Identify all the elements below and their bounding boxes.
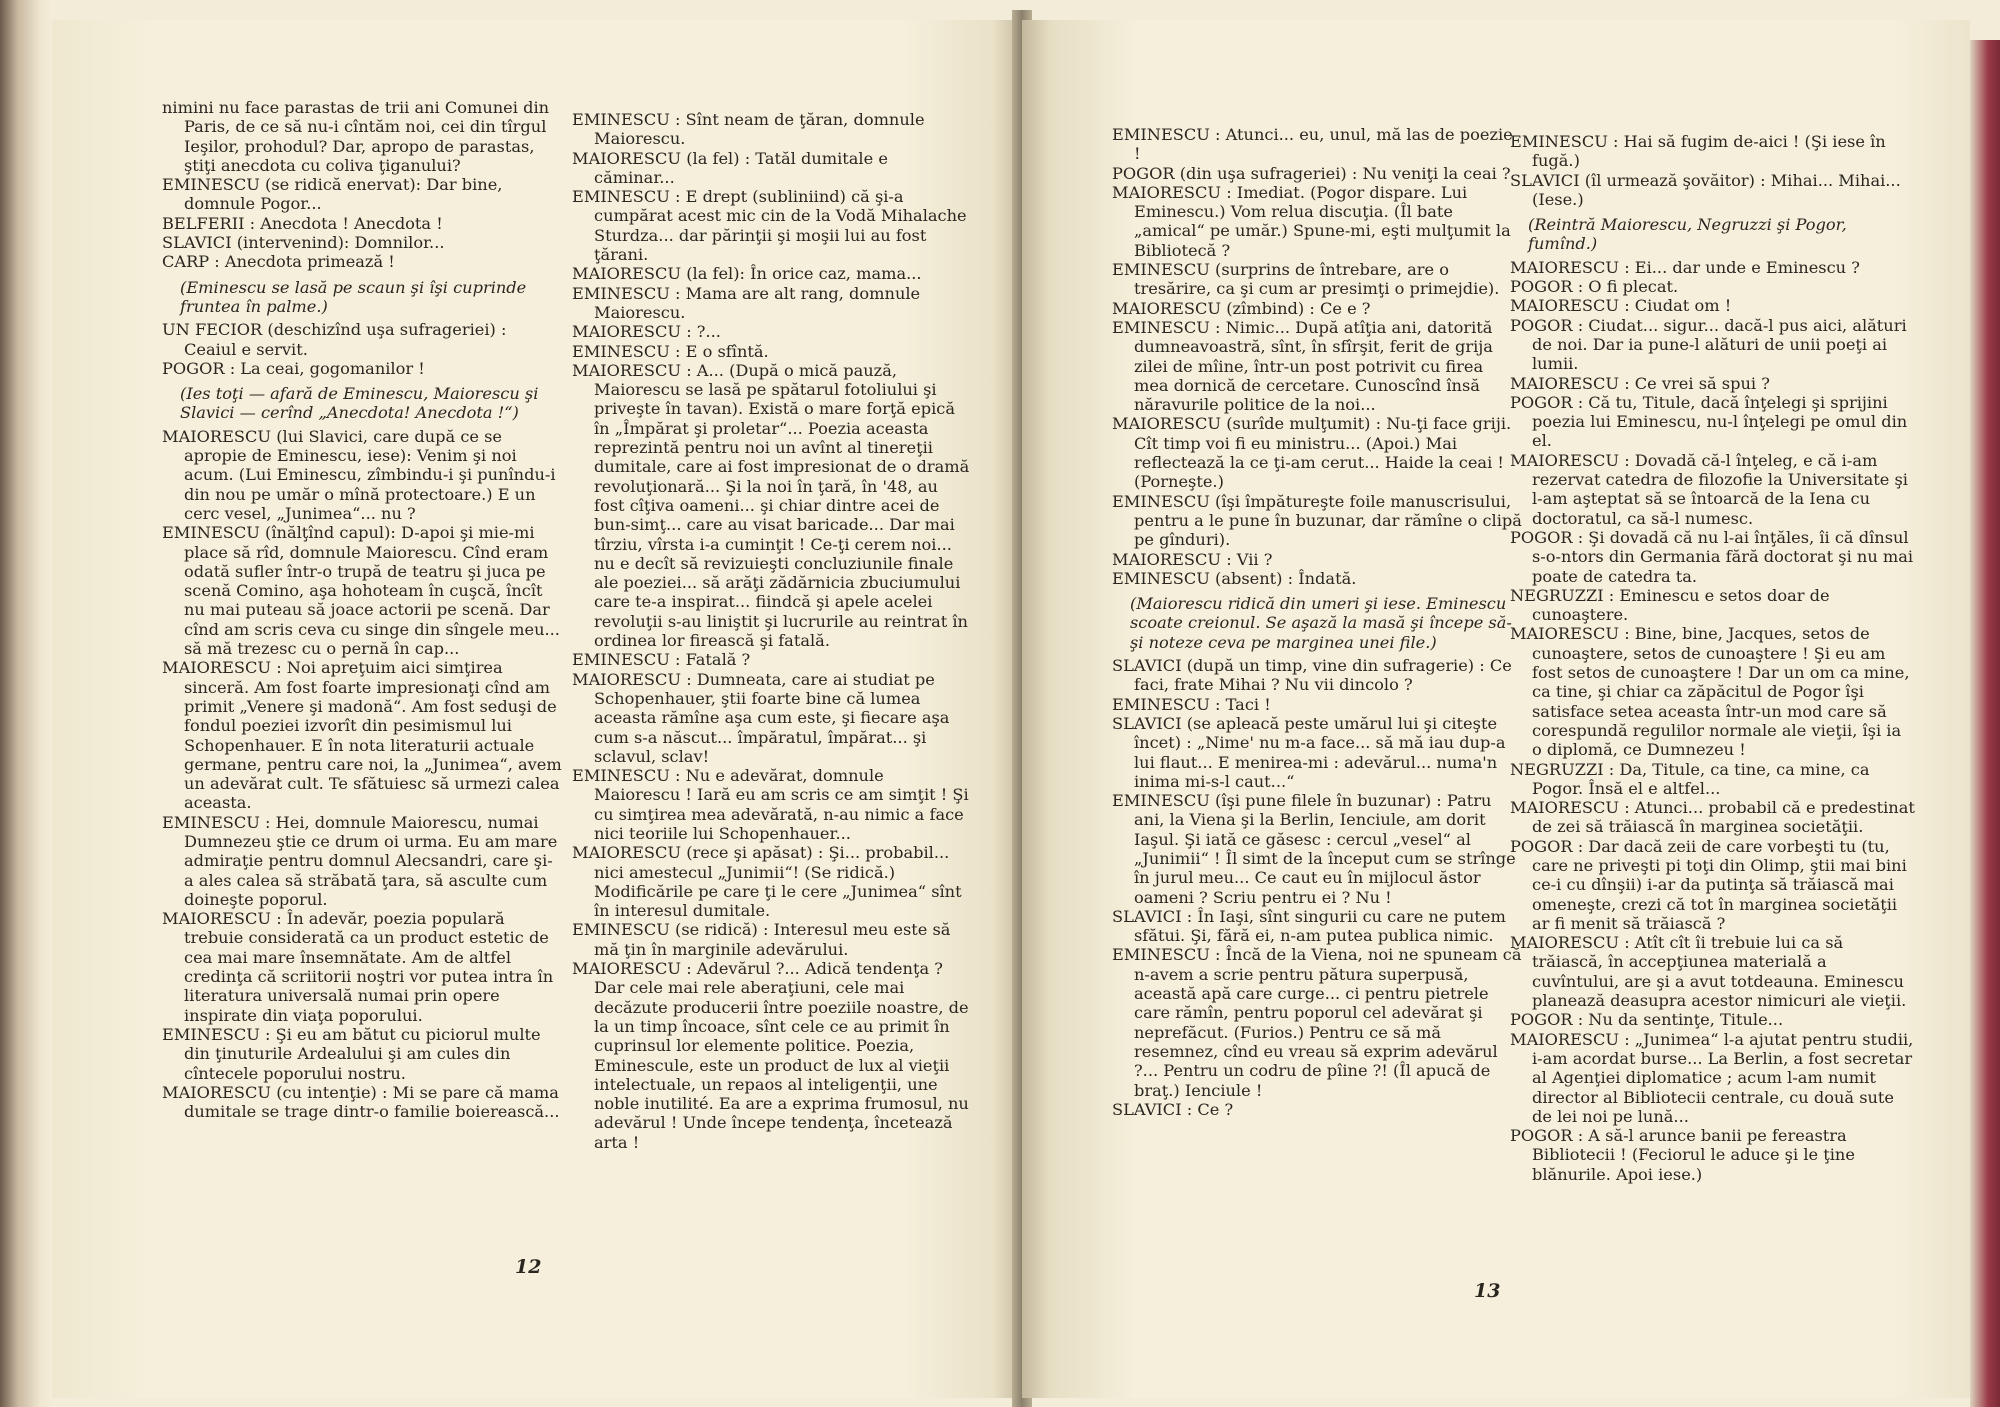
dialogue-line: MAIORESCU (surîde mulţumit) : Nu-ţi face griji. Cît timp voi fi eu ministru... (Apoi.) Mai reflectează la ce ţi-am cerut... Haide la ceai ! (Porneşte.) (1112, 414, 1512, 492)
dialogue-line: MAIORESCU (la fel) : Tatăl dumitale e căminar... (572, 148, 888, 187)
dialogue-line: MAIORESCU : În adevăr, poezia populară trebuie considerată ca un product estetic de cea mai mare însemnătate. Am de altfel credinţa că scriitorii noştri vor putea intra în literatura universală numai prin opere inspirate din viaţa poporului. (162, 909, 554, 1025)
dialogue-line: EMINESCU (înălţînd capul): D-apoi şi mie-mi place să rîd, domnule Maiorescu. Cînd eram odată sufler într-o trupă de teatru şi juca pe scenă Comino, aşa hohoteam în cuşcă, încît nu mai puteau să joace actorii pe scenă. Dar cînd am scris ceva cu singe din sîngele meu... să mă trezesc cu o pernă în cap... (162, 523, 560, 659)
dialogue-line: POGOR : Dar dacă zeii de care vorbeşti tu (tu, care ne priveşti pi toţi din Olimp, ştii mai bini ce-i cu dînşii) i-ar da putinţa să trăiască mai omeneşte, crezi că tot în marginea societăţii ar fi menit să trăiască ? (1510, 836, 1907, 933)
dialogue-line: SLAVICI (se apleacă peste umărul lui şi citeşte încet) : „Nime' nu m-a face... să mă iau dup-a lui flaut... E menirea-mi : adevărul... numa'n inima mi-s-l caut...“ (1112, 713, 1506, 791)
right-column-1 (1112, 125, 1522, 1119)
dialogue-line: EMINESCU (îşi împătureşte foile manuscrisului, pentru a le pune în buzunar, dar rămîne o clipă pe gînduri). (1112, 491, 1522, 550)
dialogue-line: EMINESCU : E drept (subliniind) că şi-a cumpărat acest mic cin de la Vodă Mihalache Sturdza... dar părinţii şi moşii lui au fost ţărani. (572, 187, 967, 265)
dialogue-line: MAIORESCU : A... (După o mică pauză, Maiorescu se lasă pe spătarul fotoliului şi priveşte în tavan). Există o mare forţă epică în „Împărat şi proletar“... Poezia aceasta reprezintă pentru noi un avînt al tinereţii dumitale, care ai fost impresionat de o dramă revoluţionară... Şi la noi în ţară, în '48, au fost cîţiva oameni... şi chiar dintre acei de bun-simţ... care au visat baricade... Dar mai tîrziu, vîrsta i-a cuminţit ! Ce-ţi cerem noi... nu e decît să revizuieşti concluziunile finale ale poeziei... să arăţi zădărnicia zbuciumului care te-a inspirat... fiindcă şi apele acelei revoluţii s-au liniştit şi lucrurile au reintrat în ordinea lor firească şi fatală. (572, 360, 970, 651)
dialogue-line: MAIORESCU (cu intenţie) : Mi se pare că mama dumitale se trage dintr-o familie boierească... (162, 1082, 560, 1122)
dialogue-line: SLAVICI : Ce ? (1112, 1099, 1234, 1119)
dialogue-line: MAIORESCU : Noi apreţuim aici simţirea sinceră. Am fost foarte impresionaţi cînd am primit „Venere şi madonă“. Am fost seduşi de fondul poeziei izvorît din pesimismul lui Schopenhauer. E în nota literaturii actuale germane, pentru care noi, la „Junimea“, avem un adevărat cult. Te sfătuiesc să urmezi calea aceasta. (162, 658, 562, 813)
dialogue-line: EMINESCU (se ridică) : Interesul meu este să mă ţin în marginile adevărului. (572, 920, 951, 959)
dialogue-line: EMINESCU : Mama are alt rang, domnule Maiorescu. (572, 283, 921, 322)
stage-direction: (Reintră Maiorescu, Negruzzi şi Pogor, fumînd.) (1528, 215, 1847, 254)
dialogue-line: EMINESCU : Nimic... După atîţia ani, datorită dumneavoastră, sînt, în sfîrşit, ferit de grija zilei de mîine, într-un post potrivit cu firea mea dornică de cercetare. Cunoscînd însă năravurile politice de la noi... (1112, 317, 1493, 415)
dialogue-line: MAIORESCU : Bine, bine, Jacques, setos de cunoaştere, setos de cunoaştere ! Şi eu am fost setos de cunoaştere ! Dar un om ca mine, ca tine, şi chiar ca zăpăcitul de Pogor îşi satisface setea aceasta într-un mod care să corespundă regulilor normale ale vieţii, îşi ia o diplomă, ce Dumnezeu ! (1510, 624, 1910, 760)
dialogue-line: MAIORESCU : Adevărul ?... Adică tendenţa ? Dar cele mai rele aberaţiuni, cele mai decăzute producerii între poeziile noastre, de la un timp încoace, sînt cele ce au primit în cuprinsul lor elemente politice. Poezia, Eminescule, este un product de lux al vieţii intelectuale, un repaos al inteligenţii, une noble inutilité. Ea are a exprima frumosul, nu adevărul ! Unde începe tendenţa, încetează arta ! (572, 959, 969, 1152)
dialogue-line: MAIORESCU : Dovadă că-l înţeleg, e că i-am rezervat catedra de filozofie la Universitate şi l-am aşteptat să se întoarcă de la Iena cu doctoratul, ca să-l numesc. (1510, 450, 1908, 528)
dialogue-line: POGOR (din uşa sufrageriei) : Nu veniţi la ceai ? (1112, 163, 1511, 183)
dialogue-line: POGOR : A să-l arunce banii pe fereastra Bibliotecii ! (Feciorul le aduce şi le ţine blănurile. Apoi iese.) (1510, 1126, 1855, 1184)
page-number-right: 13 (1474, 1280, 1501, 1302)
dialogue-line: EMINESCU : Taci ! (1112, 694, 1271, 714)
page-number-left: 12 (515, 1256, 542, 1278)
dialogue-line: MAIORESCU : Atît cît îi trebuie lui ca să trăiască, în accepţiunea materială a cuvîntului, are şi a avut totdeauna. Eminescu planează deasupra acestor nimicuri ale vieţii. (1510, 933, 1907, 1011)
dialogue-line: MAIORESCU : „Junimea“ l-a ajutat pentru studii, i-am acordat burse... La Berlin, a fost secretar al Agenţiei diplomatice ; acum l-am numit director al Bibliotecii centrale, cu două sute de lei noi pe lună... (1510, 1029, 1914, 1126)
dialogue-line: CARP : Anecdota primează ! (162, 252, 395, 272)
dialogue-line: POGOR : Că tu, Titule, dacă înţelegi şi sprijini poezia lui Eminescu, nu-l înţelegi pe omul din el. (1510, 392, 1908, 451)
dialogue-line: UN FECIOR (deschizînd uşa sufrageriei) : Ceaiul e servit. (162, 320, 507, 359)
dialogue-line: NEGRUZZI : Eminescu e setos doar de cunoaştere. (1510, 585, 1830, 625)
dialogue-line: MAIORESCU : Ei... dar unde e Eminescu ? (1510, 257, 1860, 277)
dialogue-line: MAIORESCU (zîmbind) : Ce e ? (1112, 298, 1371, 318)
dialogue-line: POGOR : O fi plecat. (1510, 277, 1679, 297)
page-edge (1970, 40, 2000, 1407)
left-column-1 (162, 98, 562, 1121)
dialogue-line: EMINESCU : Fatală ? (572, 650, 751, 670)
right-page (1022, 20, 1970, 1398)
dialogue-line: EMINESCU : Atunci... eu, unul, mă las de poezie ! (1112, 125, 1513, 164)
stage-direction: (Eminescu se lasă pe scaun şi îşi cuprinde fruntea în palme.) (180, 277, 527, 316)
dialogue-line: POGOR : Şi dovadă că nu l-ai înţăles, îi că dînsul s-o-ntors din Germania fără doctorat şi nu mai poate de catedra ta. (1510, 527, 1914, 586)
dialogue-line: EMINESCU : Nu e adevărat, domnule Maiorescu ! Iară eu am scris ce am simţit ! Şi cu simţirea mea adevărată, n-au nimic a face nici teoriile lui Schopenhauer... (572, 766, 969, 843)
dialogue-line: MAIORESCU : Ciudat om ! (1510, 296, 1732, 316)
dialogue-line: EMINESCU (surprins de întrebare, are o tresărire, ca şi cum ar presimţi o primejdie). (1112, 260, 1500, 299)
dialogue-line: MAIORESCU (la fel): În orice caz, mama... (572, 264, 922, 284)
dialogue-line: EMINESCU (absent) : Îndată. (1112, 568, 1357, 588)
dialogue-line: MAIORESCU : Atunci... probabil că e predestinat de zei să trăiască în marginea societăţii. (1510, 798, 1915, 837)
dialogue-line: BELFERII : Anecdota ! Anecdota ! (162, 213, 443, 233)
dialogue-line: NEGRUZZI : Da, Titule, ca tine, ca mine, ca Pogor. Însă el e altfel... (1510, 759, 1870, 798)
dialogue-line: MAIORESCU : ?... (572, 322, 721, 342)
dialogue-line: EMINESCU : E o sfîntă. (572, 341, 769, 361)
dialogue-line: EMINESCU : Încă de la Viena, noi ne spuneam că n-avem a scrie pentru pătura superpusă, această apă care curge... ci pentru pietrele care rămîn, pentru poporul cel adevărat şi neprefăcut. (Furios.) Pentru ce să mă resemnez, cînd eu vreau să exprim adevărul ?... Pentru un codru de pîine ?! (Îl apucă de braţ.) Ienciule ! (1112, 945, 1522, 1100)
dialogue-line: SLAVICI (îl urmează şovăitor) : Mihai... Mihai... (Iese.) (1510, 170, 1901, 209)
dialogue-line: SLAVICI : În Iaşi, sînt singurii cu care ne putem sfătui. Şi, fără ei, n-am putea publica nimic. (1112, 906, 1506, 946)
dialogue-line: EMINESCU (îşi pune filele în buzunar) : Patru ani, la Viena şi la Berlin, Ienciule, am dorit Iaşul. Şi iată ce găsesc : cercul „vesel“ al „Junimii“ ! Îl simt de la început cum se strînge în jurul meu... Ce caut eu în mijlocul ăstor oameni ? Scriu pentru ei ? Nu ! (1112, 791, 1516, 907)
dialogue-line: POGOR : La ceai, gogomanilor ! (162, 358, 425, 378)
dialogue-line: MAIORESCU : Imediat. (Pogor dispare. Lui Eminescu.) Vom relua discuţia. (Îl bate „amical“ pe umăr.) Spune-mi, eşti mulţumit la Bibliotecă ? (1112, 182, 1511, 260)
dialogue-line: SLAVICI (după un timp, vine din sufragerie) : Ce faci, frate Mihai ? Nu vii dincolo ? (1112, 656, 1512, 695)
stage-direction: (Maiorescu ridică din umeri şi iese. Eminescu scoate creionul. Se aşază la masă şi începe să-şi noteze ceva pe marginea unei file.) (1130, 594, 1512, 652)
dialogue-line: EMINESCU : Şi eu am bătut cu piciorul multe din ţinuturile Ardealului şi am cules din cîntecele poporului nostru. (162, 1024, 541, 1083)
left-page (52, 20, 1022, 1398)
dialogue-line: EMINESCU : Hei, domnule Maiorescu, numai Dumnezeu ştie ce drum oi urma. Eu am mare admiraţie pentru domnul Alecsandri, care şi-a ales calea să străbată ţara, să asculte cum doineşte poporul. (162, 812, 558, 909)
dialogue-line: SLAVICI (intervenind): Domnilor... (162, 233, 445, 253)
dialogue-line: MAIORESCU : Vii ? (1112, 549, 1273, 569)
dialogue-line: POGOR : Nu da sentinţe, Titule... (1510, 1010, 1784, 1030)
left-column-2 (572, 110, 972, 1152)
dialogue-line: EMINESCU (se ridică enervat): Dar bine, domnule Pogor... (162, 175, 503, 214)
dialogue-line: MAIORESCU (lui Slavici, care după ce se apropie de Eminescu, iese): Venim şi noi acum. (Lui Eminescu, zîmbindu-i şi punîndu-i din nou pe umăr o mînă protectoare.) E un cerc vesel, „Junimea“... nu ? (162, 426, 556, 523)
dialogue-line: nimini nu face parastas de trii ani Comunei din Paris, de ce să nu-i cîntăm noi, cei din tîrgul Ieşilor, prohodul? Dar, apropo de parastas, ştiţi anecdota cu coliva ţiganului? (162, 98, 550, 175)
dialogue-line: MAIORESCU : Ce vrei să spui ? (1510, 373, 1770, 393)
dialogue-line: EMINESCU : Hai să fugim de-aici ! (Şi iese în fugă.) (1510, 132, 1886, 171)
dialogue-line: MAIORESCU (rece şi apăsat) : Şi... probabil... nici amestecul „Junimii“! (Se ridică.) Modificările pe care ţi le cere „Junimea“ sînt în interesul dumitale. (572, 843, 962, 921)
right-column-2 (1510, 132, 1916, 1184)
stage-direction: (Ies toţi — afară de Eminescu, Maiorescu şi Slavici — cerînd „Anecdota! Anecdota !“) (180, 384, 539, 423)
dialogue-line: MAIORESCU : Dumneata, care ai studiat pe Schopenhauer, ştii foarte bine că lumea aceasta rămîne aşa cum este, şi fiecare aşa cum s-a născut... împăratul, împărat... şi sclavul, sclav! (572, 669, 950, 766)
dialogue-line: EMINESCU : Sînt neam de ţăran, domnule Maiorescu. (572, 110, 925, 149)
dialogue-line: POGOR : Ciudat... sigur... dacă-l pus aici, alături de noi. Dar ia pune-l alături de unii poeţi ai lumii. (1510, 315, 1907, 374)
